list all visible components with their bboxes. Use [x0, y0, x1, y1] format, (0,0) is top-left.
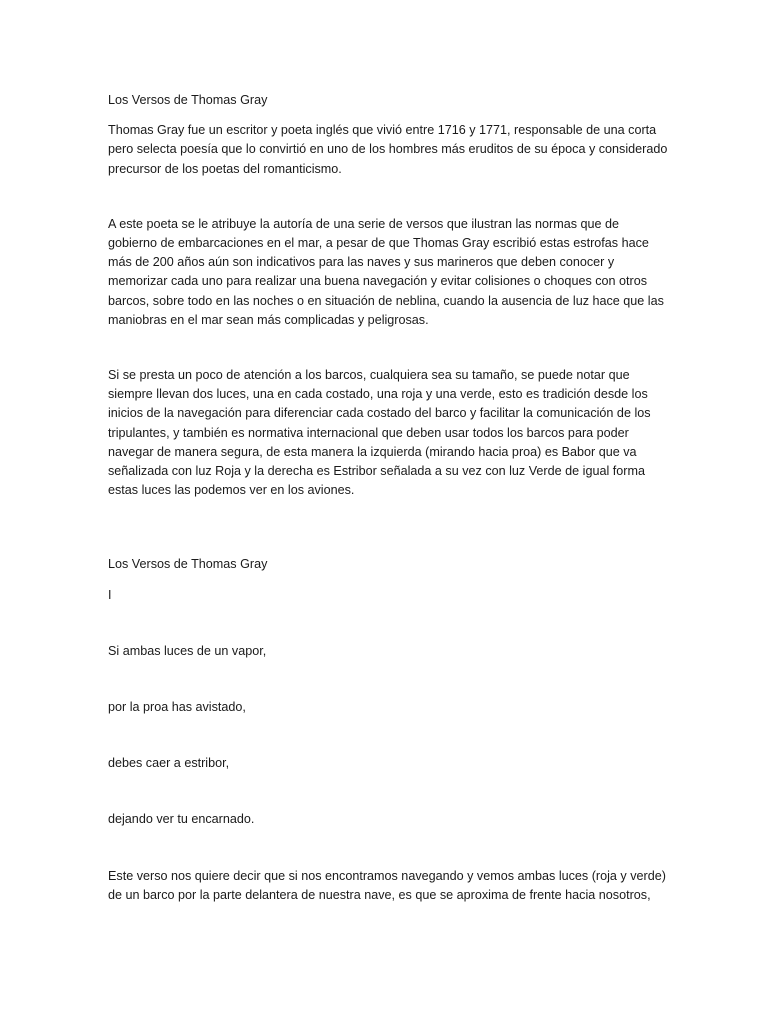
section-title: Los Versos de Thomas Gray: [108, 557, 268, 572]
document-title: Los Versos de Thomas Gray: [108, 93, 268, 107]
body-paragraph-3: Si se presta un poco de atención a los barcos, cualquiera sea su tamaño, se puede notar que siempre llevan dos luces, una en cada costado, una roja y una verde, esto es tradición desde los inicios de la navegación para diferenciar cada costado del barco y facilitar la comunicación de los tripulantes, y también es normativa internacional que deben usar todos los barcos para poder navegar de manera segura, de esta manera la izquierda (mirando hacia proa) es Babor que va señalizada con luz Roja y la derecha es Estribor señalada a su vez con luz Verde de igual forma estas luces las podemos ver en los aviones.: [108, 368, 651, 498]
verse-line-1: Si ambas luces de un vapor,: [108, 643, 267, 658]
stanza-number: I: [108, 587, 112, 602]
explanation-paragraph: Este verso nos quiere decir que si nos encontramos navegando y vemos ambas luces (roja y verde) de un barco por la parte delantera de nuestra nave, es que se aproxima de frente hacia nosotros,: [108, 868, 666, 902]
verse-line-4: dejando ver tu encarnado.: [108, 812, 255, 827]
verse-line-3: debes caer a estribor,: [108, 756, 230, 771]
intro-paragraph: Thomas Gray fue un escritor y poeta inglés que vivió entre 1716 y 1771, responsable de una corta pero selecta poesía que lo convirtió en uno de los hombres más eruditos de su época y considerado precursor de los poetas del romanticismo.: [108, 123, 668, 176]
verse-line-2: por la proa has avistado,: [108, 700, 246, 715]
document-body: [108, 91, 668, 905]
body-paragraph-2: A este poeta se le atribuye la autoría de una serie de versos que ilustran las normas que de gobierno de embarcaciones en el mar, a pesar de que Thomas Gray escribió estas estrofas hace más de 200 años aún son indicativos para las naves y sus marineros que deben conocer y memorizar cada uno para realizar una buena navegación y evitar colisiones o choques con otros barcos, sobre todo en las noches o en situación de neblina, cuando la ausencia de luz hace que las maniobras en el mar sean más complicadas y peligrosas.: [108, 216, 664, 327]
